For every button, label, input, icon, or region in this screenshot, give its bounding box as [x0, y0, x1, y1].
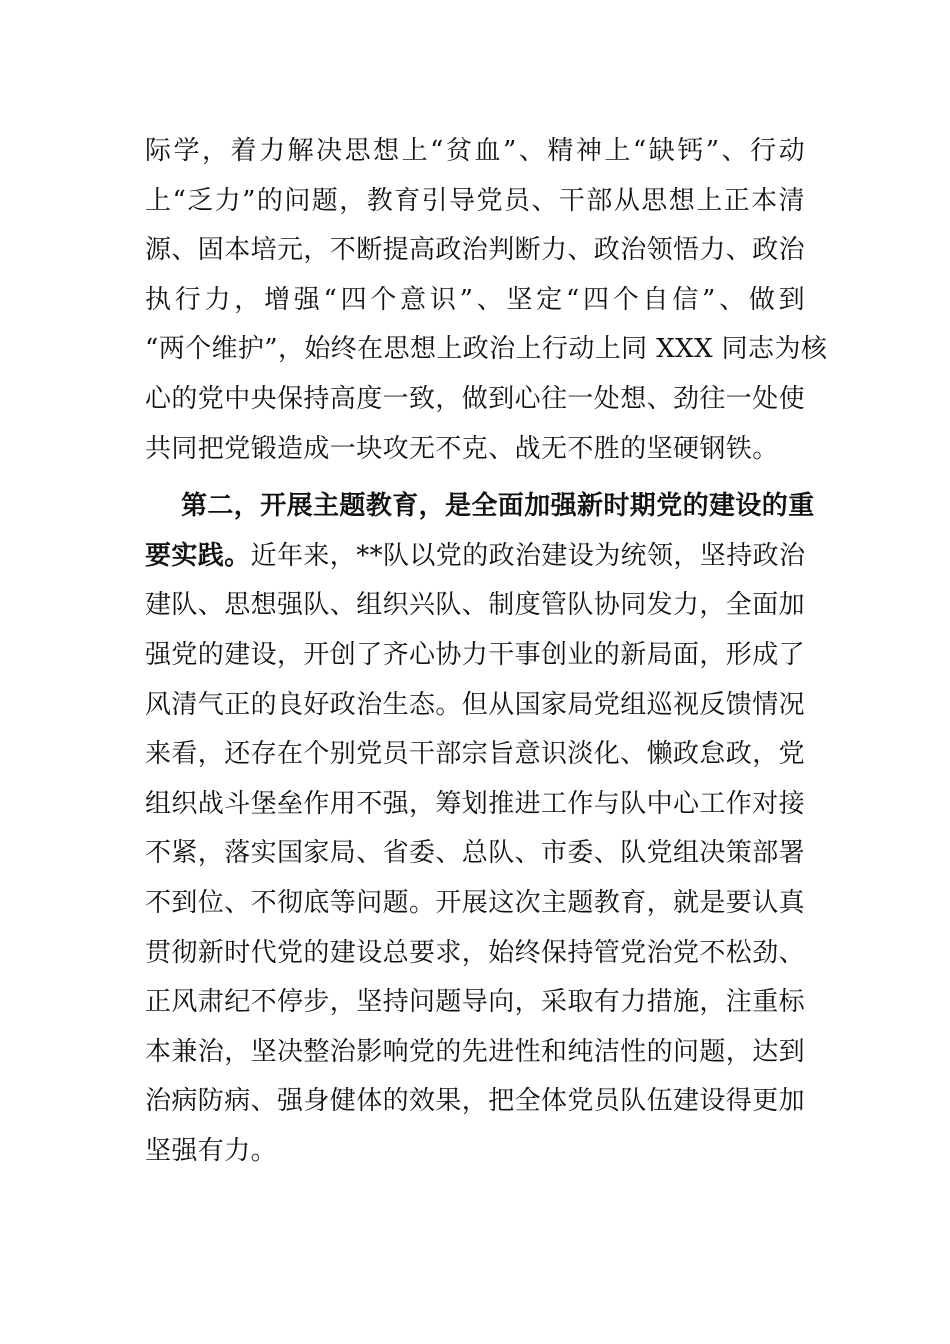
- paragraph-heading: 第二，开展主题教育，是全面加强新时期党的建设的重: [181, 491, 815, 522]
- text-line: 组织战斗堡垒作用不强，筹划推进工作与队中心工作对接: [145, 788, 806, 819]
- document-body: [145, 127, 828, 1176]
- text-line: 来看，还存在个别党员干部宗旨意识淡化、懒政怠政，党: [145, 739, 806, 770]
- text-line: 共同把党锻造成一块攻无不克、战无不胜的坚硬钢铁。: [145, 433, 779, 464]
- text-line: 本兼治，坚决整治影响党的先进性和纯洁性的问题，达到: [145, 1036, 806, 1067]
- text-line: 建队、思想强队、组织兴队、制度管队协同发力，全面加: [145, 590, 806, 621]
- text-line: 心的党中央保持高度一致，做到心往一处想、劲往一处使: [145, 383, 806, 414]
- text-line: 贯彻新时代党的建设总要求，始终保持管党治党不松劲、: [145, 937, 806, 968]
- heading-continuation: 要实践。: [145, 540, 251, 571]
- text-line: 源、固本培元，不断提高政治判断力、政治领悟力、政治: [145, 235, 806, 266]
- text-line: 正风肃纪不停步，坚持问题导向，采取有力措施，注重标: [145, 987, 806, 1018]
- text-line: 风清气正的良好政治生态。但从国家局党组巡视反馈情况: [145, 689, 806, 720]
- paragraph-2: [145, 482, 815, 1176]
- paragraph-1: [145, 127, 828, 474]
- text-line: 执行力，增强“四个意识”、坚定“四个自信”、做到: [145, 284, 805, 315]
- text-line: [145, 532, 805, 582]
- text-line: 不到位、不彻底等问题。开展这次主题教育，就是要认真: [145, 887, 806, 918]
- text-line: “两个维护”，始终在思想上政治上行动上同 XXX 同志为核: [145, 334, 828, 365]
- text-line: 坚强有力。: [145, 1135, 278, 1166]
- paragraph-gap: [145, 474, 805, 482]
- text-line: 上“乏力”的问题，教育引导党员、干部从思想上正本清: [145, 185, 805, 216]
- text-line: 不紧，落实国家局、省委、总队、市委、队党组决策部署: [145, 838, 806, 869]
- text-line: 治病防病、强身健体的效果，把全体党员队伍建设得更加: [145, 1086, 806, 1117]
- text-line: 强党的建设，开创了齐心协力干事创业的新局面，形成了: [145, 639, 806, 670]
- text-line: 际学，着力解决思想上“贫血”、精神上“缺钙”、行动: [145, 136, 805, 166]
- heading-line-rest: 近年来，**队以党的政治建设为统领，坚持政治: [250, 540, 806, 571]
